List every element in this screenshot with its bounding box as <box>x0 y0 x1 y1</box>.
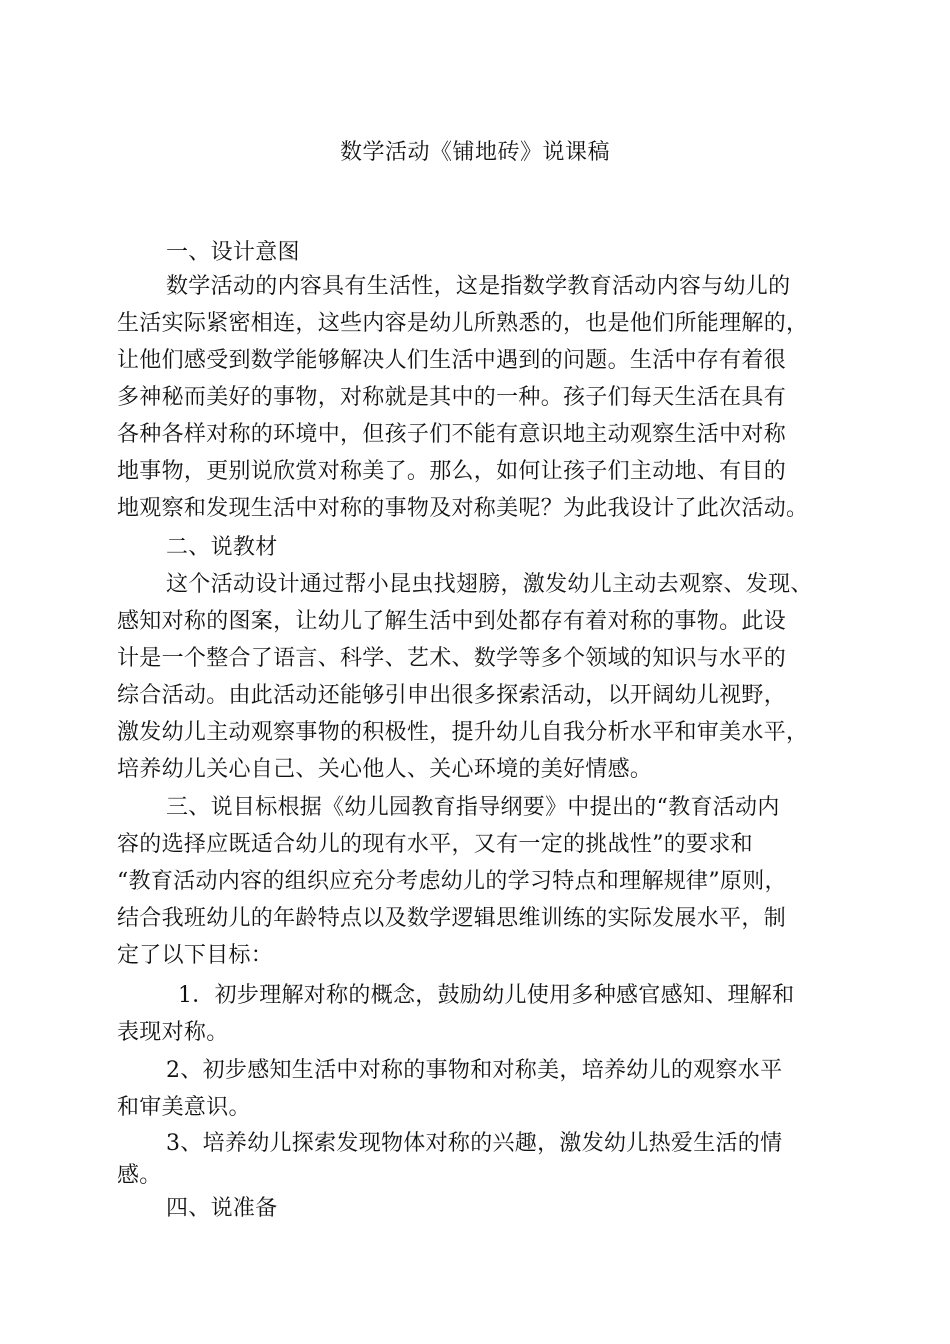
paragraph-line: 计是一个整合了语言、科学、艺术、数学等多个领域的知识与水平的 <box>117 646 787 671</box>
paragraph-line: 激发幼儿主动观察事物的积极性，提升幼儿自我分析水平和审美水平， <box>117 720 809 745</box>
paragraph-line: 地事物，更别说欣赏对称美了。那么，如何让孩子们主动地、有目的 <box>117 459 787 484</box>
section-heading-design-intent: 一、设计意图 <box>166 240 300 265</box>
paragraph-line: 定了以下目标： <box>117 943 274 968</box>
goal-item-3-cont: 感。 <box>117 1163 162 1188</box>
paragraph-line: 感知对称的图案，让幼儿了解生活中到处都存有着对称的事物。此设 <box>117 609 787 634</box>
paragraph-line: 生活实际紧密相连，这些内容是幼儿所熟悉的，也是他们所能理解的， <box>117 311 809 336</box>
paragraph-line: 结合我班幼儿的年龄特点以及数学逻辑思维训练的实际发展水平，制 <box>117 906 787 931</box>
section-heading-materials: 二、说教材 <box>166 535 278 560</box>
goal-item-1: 1．初步理解对称的概念，鼓励幼儿使用多种感官感知、理解和 <box>178 983 795 1008</box>
paragraph-line: 多神秘而美好的事物，对称就是其中的一种。孩子们每天生活在具有 <box>117 385 787 410</box>
section-heading-preparation: 四、说准备 <box>166 1196 278 1221</box>
section-heading-goals: 三、说目标根据《幼儿园教育指导纲要》中提出的“教育活动内 <box>166 795 780 820</box>
paragraph-line: 培养幼儿关心自己、关心他人、关心环境的美好情感。 <box>117 757 653 782</box>
document-title: 数学活动《铺地砖》说课稿 <box>339 140 610 165</box>
paragraph-line: 地观察和发现生活中对称的事物及对称美呢？为此我设计了此次活动。 <box>117 496 809 521</box>
paragraph-line: 这个活动设计通过帮小昆虫找翅膀，激发幼儿主动去观察、发现、 <box>166 572 813 597</box>
goal-item-2-cont: 和审美意识。 <box>117 1095 251 1120</box>
goal-item-2: 2、初步感知生活中对称的事物和对称美，培养幼儿的观察水平 <box>166 1058 783 1083</box>
paragraph-line: 让他们感受到数学能够解决人们生活中遇到的问题。生活中存有着很 <box>117 348 787 373</box>
goal-item-3: 3、培养幼儿探索发现物体对称的兴趣，激发幼儿热爱生活的情 <box>166 1131 783 1156</box>
paragraph-line: 综合活动。由此活动还能够引申出很多探索活动，以开阔幼儿视野， <box>117 683 787 708</box>
goal-item-1-cont: 表现对称。 <box>117 1020 229 1045</box>
paragraph-line: 各种各样对称的环境中，但孩子们不能有意识地主动观察生活中对称 <box>117 422 787 447</box>
paragraph-line: “教育活动内容的组织应充分考虑幼儿的学习特点和理解规律”原则， <box>117 869 787 894</box>
paragraph-line: 容的选择应既适合幼儿的现有水平，又有一定的挑战性”的要求和 <box>117 832 753 857</box>
paragraph-line: 数学活动的内容具有生活性，这是指数学教育活动内容与幼儿的 <box>166 274 791 299</box>
